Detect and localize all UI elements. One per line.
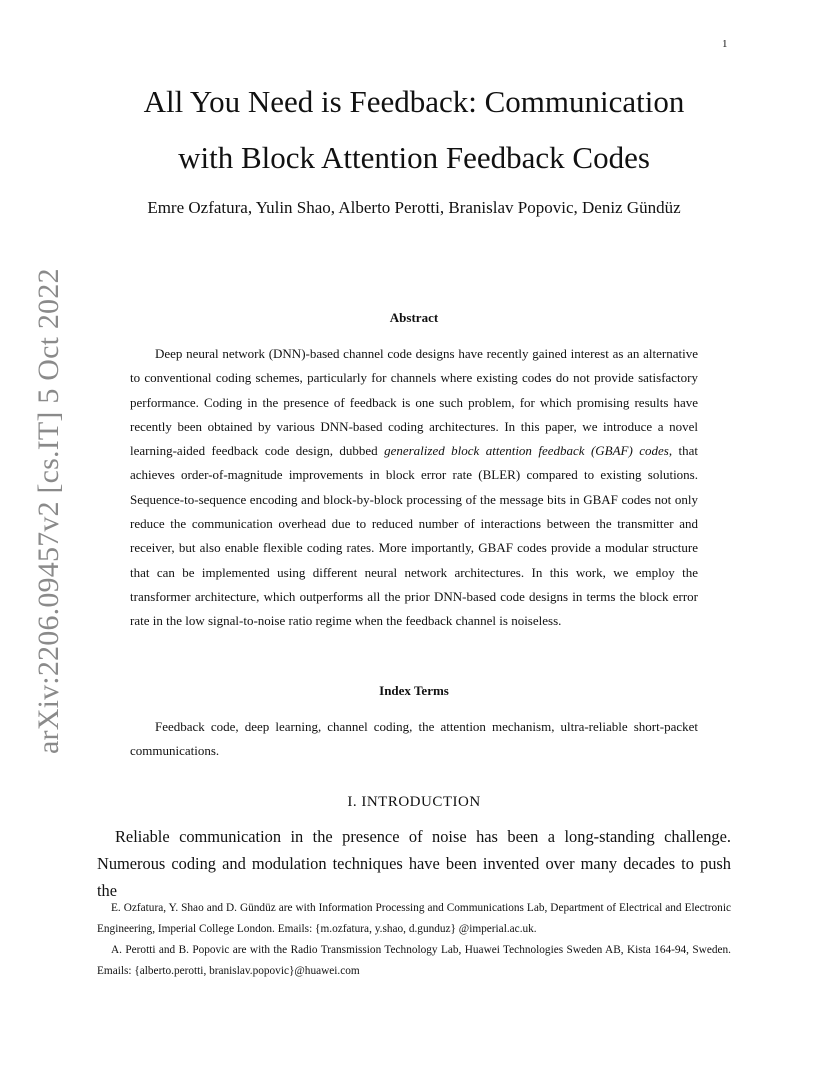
abstract-body (130, 342, 698, 634)
footnote-affiliation-huawei: A. Perotti and B. Popovic are with the Radio Transmission Technology Lab, Huawei Technologies Sweden AB, Kista 164-94, Sweden. Emails: {alberto.perotti, branislav.popovic}@huawei.com (97, 944, 731, 977)
introduction-heading-text: NTRODUCTION (366, 794, 481, 810)
introduction-heading (80, 794, 748, 811)
title-line-1: All You Need is Feedback: Communication (143, 84, 685, 119)
index-terms-heading: Index Terms (379, 683, 449, 698)
abstract-emphasis: generalized block attention feedback (GBAF) codes (384, 443, 669, 459)
author-list: Emre Ozfatura, Yulin Shao, Alberto Perotti, Branislav Popovic, Deniz Gündüz (147, 198, 681, 217)
abstract-heading: Abstract (389, 310, 439, 325)
introduction-paragraph: Reliable communication in the presence of noise has been a long-standing challenge. Numerous coding and modulation techniques have been invented over many decades to push the (97, 827, 731, 900)
index-terms-paragraph: Feedback code, deep learning, channel coding, the attention mechanism, ultra-reliable short-packet communications. (130, 719, 698, 759)
footnote-affiliation-imperial: E. Ozfatura, Y. Shao and D. Gündüz are with Information Processing and Communications Lab, Department of Electrical and Electronic Engineering, Imperial College London. Emails: {m.ozfatura, y.shao, d.gunduz} @imperial.ac.uk. (97, 902, 731, 935)
abstract-text-part-1: Deep neural network (DNN)-based channel code designs have recently gained interest as an alternative to conventional coding schemes, particularly for channels where existing codes do not provide satisfactory performance. Coding in the presence of feedback is one such problem, for which promising results have recently been obtained by various DNN-based coding architectures. In this paper, we introduce a novel learning-aided feedback code design, dubbed (130, 346, 698, 459)
paper-title (80, 74, 748, 186)
introduction-body (97, 823, 731, 904)
arxiv-identifier-stamp[interactable]: arXiv:2206.09457v2 [cs.IT] 5 Oct 2022 (32, 268, 65, 754)
title-line-2: with Block Attention Feedback Codes (178, 140, 650, 175)
footnotes (97, 898, 731, 982)
page-number: 1 (722, 38, 728, 50)
abstract-paragraph (130, 342, 698, 634)
introduction-heading-number: I. I (347, 794, 367, 810)
index-terms-body (130, 715, 698, 764)
abstract-text-part-2: , that achieves order-of-magnitude improvements in block error rate (BLER) compared to existing solutions. Sequence-to-sequence encoding and block-by-block processing of the message bits in GBAF codes not only reduce the communication overhead due to reduced number of interactions between the transmitter and receiver, but also enable flexible coding rates. More importantly, GBAF codes provide a modular structure that can be implemented using different neural network architectures. In this work, we employ the transformer architecture, which outperforms all the prior DNN-based code designs in terms the block error rate in the low signal-to-noise ratio regime when the feedback channel is noiseless. (130, 443, 699, 629)
